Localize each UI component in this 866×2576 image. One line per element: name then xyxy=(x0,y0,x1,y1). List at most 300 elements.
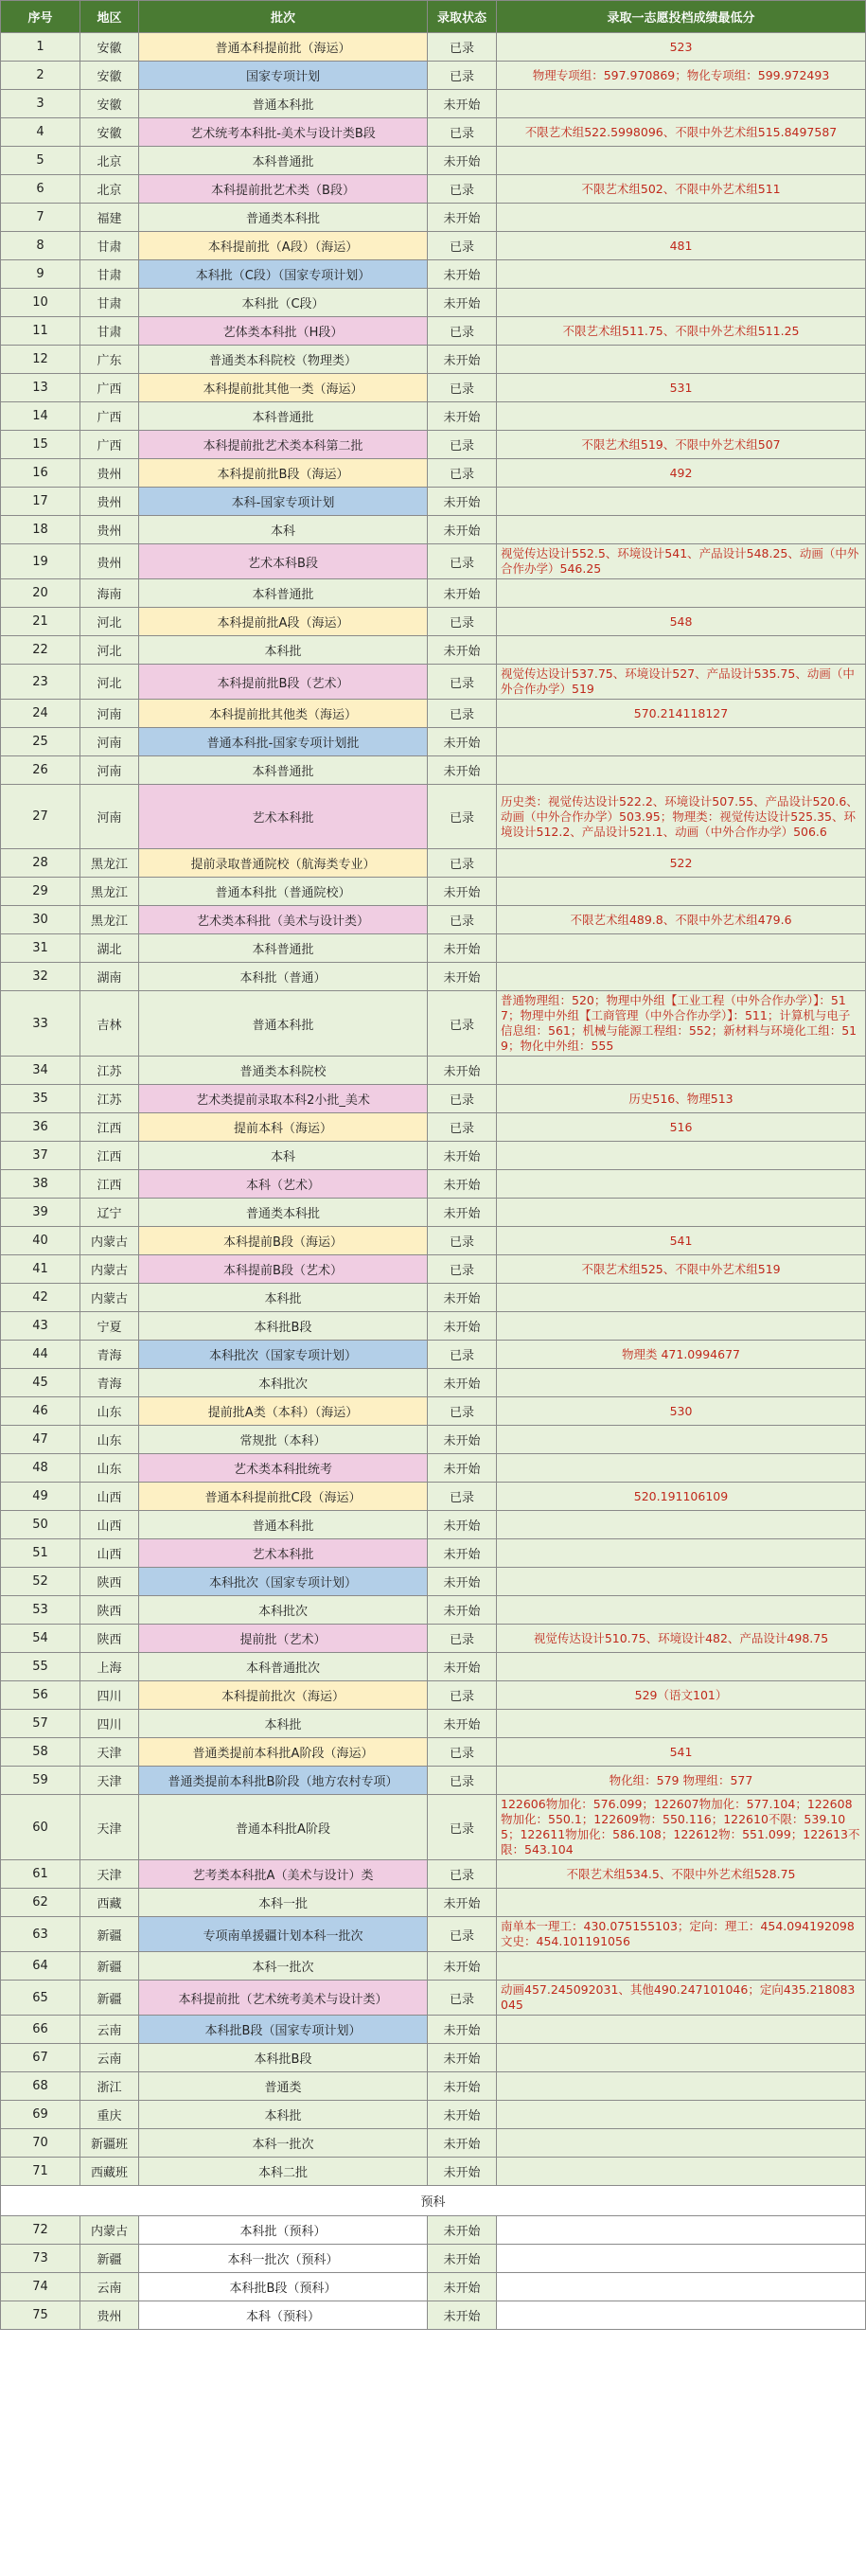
row-score: 516 xyxy=(497,1113,866,1142)
row-region: 北京 xyxy=(80,147,139,175)
row-score xyxy=(497,1284,866,1312)
table-row xyxy=(1,1426,866,1454)
row-region: 山东 xyxy=(80,1426,139,1454)
row-region: 浙江 xyxy=(80,2072,139,2101)
row-index: 43 xyxy=(1,1312,80,1341)
table-row xyxy=(1,402,866,431)
row-batch: 本科一批次 xyxy=(139,1952,428,1981)
row-batch: 普通本科批（普通院校） xyxy=(139,878,428,906)
row-index: 46 xyxy=(1,1397,80,1426)
row-index: 21 xyxy=(1,608,80,636)
row-score: 523 xyxy=(497,33,866,62)
table-row xyxy=(1,1142,866,1170)
table-row xyxy=(1,1284,866,1312)
row-score: 不限艺术组534.5、不限中外艺术组528.75 xyxy=(497,1860,866,1889)
row-batch: 普通本科批A阶段 xyxy=(139,1795,428,1860)
row-region: 新疆班 xyxy=(80,2129,139,2158)
table-row xyxy=(1,1952,866,1981)
row-status: 未开始 xyxy=(428,2216,497,2245)
row-score xyxy=(497,1199,866,1227)
table-row xyxy=(1,90,866,118)
row-batch: 本科一批次（预科） xyxy=(139,2245,428,2273)
row-status: 未开始 xyxy=(428,1596,497,1625)
table-row xyxy=(1,1199,866,1227)
row-batch: 本科批（C段）（国家专项计划） xyxy=(139,260,428,289)
row-index: 45 xyxy=(1,1369,80,1397)
row-score: 物理类 471.0994677 xyxy=(497,1341,866,1369)
row-batch: 本科批次 xyxy=(139,1596,428,1625)
row-score xyxy=(497,1511,866,1539)
header-row xyxy=(1,1,866,33)
row-batch: 普通本科提前批（海运） xyxy=(139,33,428,62)
row-region: 甘肃 xyxy=(80,260,139,289)
table-row xyxy=(1,289,866,317)
row-region: 陕西 xyxy=(80,1568,139,1596)
row-score: 570.214118127 xyxy=(497,700,866,728)
row-batch: 本科批次 xyxy=(139,1369,428,1397)
row-score xyxy=(497,2245,866,2273)
row-index: 57 xyxy=(1,1710,80,1738)
row-status: 未开始 xyxy=(428,1170,497,1199)
table-row xyxy=(1,2301,866,2330)
row-score xyxy=(497,1596,866,1625)
row-region: 江西 xyxy=(80,1113,139,1142)
row-region: 河南 xyxy=(80,728,139,756)
row-index: 37 xyxy=(1,1142,80,1170)
table-row xyxy=(1,579,866,608)
row-region: 宁夏 xyxy=(80,1312,139,1341)
row-score xyxy=(497,1539,866,1568)
row-region: 安徽 xyxy=(80,118,139,147)
row-region: 江西 xyxy=(80,1170,139,1199)
row-batch: 本科二批 xyxy=(139,2158,428,2186)
row-score: 541 xyxy=(497,1738,866,1767)
row-status: 未开始 xyxy=(428,1426,497,1454)
row-batch: 本科批 xyxy=(139,1284,428,1312)
row-score: 531 xyxy=(497,374,866,402)
row-status: 已录 xyxy=(428,849,497,878)
row-region: 贵州 xyxy=(80,488,139,516)
row-index: 41 xyxy=(1,1255,80,1284)
row-region: 辽宁 xyxy=(80,1199,139,1227)
row-status: 未开始 xyxy=(428,1511,497,1539)
row-batch: 本科提前B段（海运） xyxy=(139,1227,428,1255)
row-index: 13 xyxy=(1,374,80,402)
row-index: 32 xyxy=(1,963,80,991)
row-status: 未开始 xyxy=(428,1952,497,1981)
table-row xyxy=(1,431,866,459)
row-status: 已录 xyxy=(428,1795,497,1860)
row-score: 481 xyxy=(497,232,866,260)
row-status: 未开始 xyxy=(428,260,497,289)
table-row xyxy=(1,374,866,402)
row-score: 122606物加化：576.099；122607物加化：577.104；122608物加化：550.1；122609物：550.116；122610不限：539.105；122611物加化：586.108；122612物：551.099；122613不限：543.104 xyxy=(497,1795,866,1860)
row-index: 15 xyxy=(1,431,80,459)
row-score xyxy=(497,147,866,175)
row-index: 30 xyxy=(1,906,80,934)
row-index: 24 xyxy=(1,700,80,728)
row-index: 62 xyxy=(1,1889,80,1917)
row-score xyxy=(497,90,866,118)
table-row xyxy=(1,700,866,728)
row-score xyxy=(497,579,866,608)
row-score xyxy=(497,963,866,991)
table-row xyxy=(1,878,866,906)
row-batch: 国家专项计划 xyxy=(139,62,428,90)
row-batch: 本科批 xyxy=(139,2101,428,2129)
row-status: 未开始 xyxy=(428,90,497,118)
row-status: 未开始 xyxy=(428,2158,497,2186)
row-index: 17 xyxy=(1,488,80,516)
table-row xyxy=(1,1568,866,1596)
row-region: 天津 xyxy=(80,1767,139,1795)
row-region: 江苏 xyxy=(80,1057,139,1085)
table-row xyxy=(1,147,866,175)
row-index: 16 xyxy=(1,459,80,488)
row-index: 9 xyxy=(1,260,80,289)
row-index: 71 xyxy=(1,2158,80,2186)
row-index: 7 xyxy=(1,204,80,232)
row-batch: 本科批（预科） xyxy=(139,2216,428,2245)
row-score: 不限艺术组525、不限中外艺术组519 xyxy=(497,1255,866,1284)
row-status: 未开始 xyxy=(428,2129,497,2158)
row-batch: 本科（预科） xyxy=(139,2301,428,2330)
row-status: 未开始 xyxy=(428,2044,497,2072)
row-region: 西藏班 xyxy=(80,2158,139,2186)
row-score xyxy=(497,204,866,232)
row-index: 44 xyxy=(1,1341,80,1369)
table-row xyxy=(1,1767,866,1795)
row-score xyxy=(497,1170,866,1199)
table-row xyxy=(1,1653,866,1681)
row-region: 安徽 xyxy=(80,90,139,118)
row-region: 广西 xyxy=(80,402,139,431)
section-row xyxy=(1,2186,866,2216)
row-batch: 本科普通批 xyxy=(139,756,428,785)
row-score xyxy=(497,1653,866,1681)
row-region: 甘肃 xyxy=(80,232,139,260)
row-batch: 普通类提前本科批A阶段（海运） xyxy=(139,1738,428,1767)
row-score: 530 xyxy=(497,1397,866,1426)
row-batch: 本科批次（国家专项计划） xyxy=(139,1568,428,1596)
row-batch: 本科批B段 xyxy=(139,2044,428,2072)
row-index: 66 xyxy=(1,2016,80,2044)
row-batch: 本科提前批B段（艺术） xyxy=(139,665,428,700)
row-status: 已录 xyxy=(428,1113,497,1142)
row-score: 不限艺术组519、不限中外艺术组507 xyxy=(497,431,866,459)
row-batch: 本科（艺术） xyxy=(139,1170,428,1199)
row-batch: 普通类本科院校 xyxy=(139,1057,428,1085)
table-row xyxy=(1,232,866,260)
table-row xyxy=(1,1981,866,2016)
row-region: 湖北 xyxy=(80,934,139,963)
row-score: 视觉传达设计537.75、环境设计527、产品设计535.75、动画（中外合作办学）519 xyxy=(497,665,866,700)
row-region: 广西 xyxy=(80,374,139,402)
row-region: 贵州 xyxy=(80,459,139,488)
row-status: 未开始 xyxy=(428,289,497,317)
row-batch: 普通类 xyxy=(139,2072,428,2101)
row-score xyxy=(497,2101,866,2129)
table-row xyxy=(1,175,866,204)
table-row xyxy=(1,785,866,849)
row-status: 已录 xyxy=(428,1981,497,2016)
row-status: 未开始 xyxy=(428,636,497,665)
row-status: 已录 xyxy=(428,1625,497,1653)
row-region: 青海 xyxy=(80,1369,139,1397)
row-index: 47 xyxy=(1,1426,80,1454)
row-index: 74 xyxy=(1,2273,80,2301)
row-score xyxy=(497,2301,866,2330)
row-index: 49 xyxy=(1,1483,80,1511)
row-batch: 艺术本科批 xyxy=(139,785,428,849)
row-status: 未开始 xyxy=(428,1539,497,1568)
row-score: 不限艺术组489.8、不限中外艺术组479.6 xyxy=(497,906,866,934)
table-row xyxy=(1,1397,866,1426)
row-index: 19 xyxy=(1,544,80,579)
row-region: 山西 xyxy=(80,1511,139,1539)
row-batch: 普通类本科院校（物理类） xyxy=(139,346,428,374)
row-index: 40 xyxy=(1,1227,80,1255)
table-row xyxy=(1,2216,866,2245)
table-row xyxy=(1,963,866,991)
row-index: 72 xyxy=(1,2216,80,2245)
row-region: 四川 xyxy=(80,1710,139,1738)
row-region: 安徽 xyxy=(80,33,139,62)
row-region: 甘肃 xyxy=(80,289,139,317)
row-status: 未开始 xyxy=(428,2245,497,2273)
row-score: 不限艺术组502、不限中外艺术组511 xyxy=(497,175,866,204)
row-batch: 艺术本科B段 xyxy=(139,544,428,579)
row-index: 8 xyxy=(1,232,80,260)
row-score xyxy=(497,2072,866,2101)
row-region: 陕西 xyxy=(80,1625,139,1653)
row-status: 未开始 xyxy=(428,579,497,608)
row-batch: 本科-国家专项计划 xyxy=(139,488,428,516)
row-score xyxy=(497,878,866,906)
row-status: 已录 xyxy=(428,175,497,204)
row-status: 已录 xyxy=(428,1085,497,1113)
table-row xyxy=(1,756,866,785)
row-batch: 本科提前批B段（海运） xyxy=(139,459,428,488)
row-index: 1 xyxy=(1,33,80,62)
row-batch: 艺术本科批 xyxy=(139,1539,428,1568)
row-status: 已录 xyxy=(428,1397,497,1426)
table-row xyxy=(1,1860,866,1889)
row-batch: 艺体类本科批（H段） xyxy=(139,317,428,346)
row-status: 已录 xyxy=(428,785,497,849)
row-batch: 艺术类本科批（美术与设计类） xyxy=(139,906,428,934)
row-batch: 本科 xyxy=(139,516,428,544)
row-score: 522 xyxy=(497,849,866,878)
row-score xyxy=(497,1710,866,1738)
row-region: 福建 xyxy=(80,204,139,232)
table-row xyxy=(1,1454,866,1483)
row-index: 75 xyxy=(1,2301,80,2330)
row-region: 黑龙江 xyxy=(80,878,139,906)
row-score: 动画457.245092031、其他490.247101046；定向435.218083045 xyxy=(497,1981,866,2016)
table-row xyxy=(1,488,866,516)
row-region: 天津 xyxy=(80,1738,139,1767)
row-batch: 普通类提前本科批B阶段（地方农村专项） xyxy=(139,1767,428,1795)
row-status: 已录 xyxy=(428,317,497,346)
row-batch: 本科批次（国家专项计划） xyxy=(139,1341,428,1369)
row-region: 西藏 xyxy=(80,1889,139,1917)
table-row xyxy=(1,1369,866,1397)
row-status: 未开始 xyxy=(428,204,497,232)
row-region: 山西 xyxy=(80,1539,139,1568)
table-row xyxy=(1,1681,866,1710)
row-region: 黑龙江 xyxy=(80,849,139,878)
table-row xyxy=(1,346,866,374)
row-batch: 艺术类本科批统考 xyxy=(139,1454,428,1483)
row-score xyxy=(497,1889,866,1917)
table-row xyxy=(1,1227,866,1255)
row-region: 黑龙江 xyxy=(80,906,139,934)
row-status: 已录 xyxy=(428,1860,497,1889)
table-row xyxy=(1,1312,866,1341)
table-row xyxy=(1,1710,866,1738)
row-score xyxy=(497,260,866,289)
row-batch: 提前本科（海运） xyxy=(139,1113,428,1142)
row-region: 广东 xyxy=(80,346,139,374)
row-region: 河南 xyxy=(80,700,139,728)
row-score xyxy=(497,1312,866,1341)
row-status: 未开始 xyxy=(428,2301,497,2330)
table-row xyxy=(1,728,866,756)
row-index: 54 xyxy=(1,1625,80,1653)
table-row xyxy=(1,1255,866,1284)
table-row xyxy=(1,1113,866,1142)
row-index: 5 xyxy=(1,147,80,175)
row-region: 四川 xyxy=(80,1681,139,1710)
row-score xyxy=(497,2273,866,2301)
row-index: 27 xyxy=(1,785,80,849)
row-score xyxy=(497,488,866,516)
row-status: 未开始 xyxy=(428,1369,497,1397)
header-score: 录取一志愿投档成绩最低分 xyxy=(497,1,866,33)
row-batch: 普通本科批 xyxy=(139,90,428,118)
row-region: 新疆 xyxy=(80,1917,139,1952)
row-index: 73 xyxy=(1,2245,80,2273)
row-index: 25 xyxy=(1,728,80,756)
row-index: 29 xyxy=(1,878,80,906)
row-score xyxy=(497,346,866,374)
row-batch: 本科提前批其他类（海运） xyxy=(139,700,428,728)
row-status: 未开始 xyxy=(428,1199,497,1227)
row-batch: 常规批（本科） xyxy=(139,1426,428,1454)
row-index: 26 xyxy=(1,756,80,785)
row-score: 视觉传达设计552.5、环境设计541、产品设计548.25、动画（中外合作办学）546.25 xyxy=(497,544,866,579)
row-batch: 本科普通批 xyxy=(139,147,428,175)
table-row xyxy=(1,636,866,665)
row-score xyxy=(497,1454,866,1483)
table-row xyxy=(1,516,866,544)
table-row xyxy=(1,317,866,346)
row-status: 已录 xyxy=(428,431,497,459)
row-batch: 本科批（普通） xyxy=(139,963,428,991)
row-batch: 本科提前批次（海运） xyxy=(139,1681,428,1710)
row-score: 不限艺术组511.75、不限中外艺术组511.25 xyxy=(497,317,866,346)
table-row xyxy=(1,1511,866,1539)
row-region: 贵州 xyxy=(80,516,139,544)
row-score xyxy=(497,2016,866,2044)
row-score xyxy=(497,1369,866,1397)
section-label: 预科 xyxy=(1,2186,866,2216)
row-status: 已录 xyxy=(428,1255,497,1284)
row-status: 已录 xyxy=(428,544,497,579)
table-row xyxy=(1,2245,866,2273)
table-row xyxy=(1,1057,866,1085)
row-batch: 本科普通批 xyxy=(139,579,428,608)
table-row xyxy=(1,1596,866,1625)
row-status: 未开始 xyxy=(428,756,497,785)
table-row xyxy=(1,2101,866,2129)
row-score: 492 xyxy=(497,459,866,488)
row-region: 新疆 xyxy=(80,1981,139,2016)
row-score: 历史类：视觉传达设计522.2、环境设计507.55、产品设计520.6、动画（中外合作办学）503.95；物理类：视觉传达设计525.35、环境设计512.2、产品设计521.1、动画（中外合作办学）506.6 xyxy=(497,785,866,849)
row-status: 未开始 xyxy=(428,934,497,963)
row-status: 已录 xyxy=(428,118,497,147)
table-row xyxy=(1,1889,866,1917)
row-score xyxy=(497,2216,866,2245)
row-batch: 本科提前批（A段）（海运） xyxy=(139,232,428,260)
table-row xyxy=(1,1170,866,1199)
row-status: 未开始 xyxy=(428,1889,497,1917)
row-region: 海南 xyxy=(80,579,139,608)
table-row xyxy=(1,1085,866,1113)
header-region: 地区 xyxy=(80,1,139,33)
row-status: 已录 xyxy=(428,1681,497,1710)
header-batch: 批次 xyxy=(139,1,428,33)
row-score: 南单本一理工：430.075155103；定向：理工：454.094192098 文史：454.101191056 xyxy=(497,1917,866,1952)
row-region: 云南 xyxy=(80,2044,139,2072)
row-batch: 艺术统考本科批-美术与设计类B段 xyxy=(139,118,428,147)
row-batch: 本科普通批 xyxy=(139,402,428,431)
row-batch: 本科批（C段） xyxy=(139,289,428,317)
row-batch: 本科提前批A段（海运） xyxy=(139,608,428,636)
row-region: 江西 xyxy=(80,1142,139,1170)
row-batch: 提前录取普通院校（航海类专业） xyxy=(139,849,428,878)
row-index: 38 xyxy=(1,1170,80,1199)
row-index: 61 xyxy=(1,1860,80,1889)
row-region: 湖南 xyxy=(80,963,139,991)
table-row xyxy=(1,118,866,147)
row-status: 已录 xyxy=(428,906,497,934)
row-index: 52 xyxy=(1,1568,80,1596)
row-index: 53 xyxy=(1,1596,80,1625)
row-index: 28 xyxy=(1,849,80,878)
row-score xyxy=(497,934,866,963)
row-region: 内蒙古 xyxy=(80,1255,139,1284)
row-index: 70 xyxy=(1,2129,80,2158)
row-index: 48 xyxy=(1,1454,80,1483)
table-row xyxy=(1,849,866,878)
table-row xyxy=(1,459,866,488)
row-score xyxy=(497,1952,866,1981)
header-status: 录取状态 xyxy=(428,1,497,33)
row-region: 云南 xyxy=(80,2273,139,2301)
row-region: 河南 xyxy=(80,756,139,785)
row-status: 已录 xyxy=(428,991,497,1057)
row-batch: 本科一批 xyxy=(139,1889,428,1917)
row-score xyxy=(497,2129,866,2158)
row-index: 67 xyxy=(1,2044,80,2072)
row-index: 42 xyxy=(1,1284,80,1312)
row-status: 已录 xyxy=(428,1738,497,1767)
table-row xyxy=(1,1539,866,1568)
row-status: 已录 xyxy=(428,665,497,700)
row-region: 贵州 xyxy=(80,2301,139,2330)
